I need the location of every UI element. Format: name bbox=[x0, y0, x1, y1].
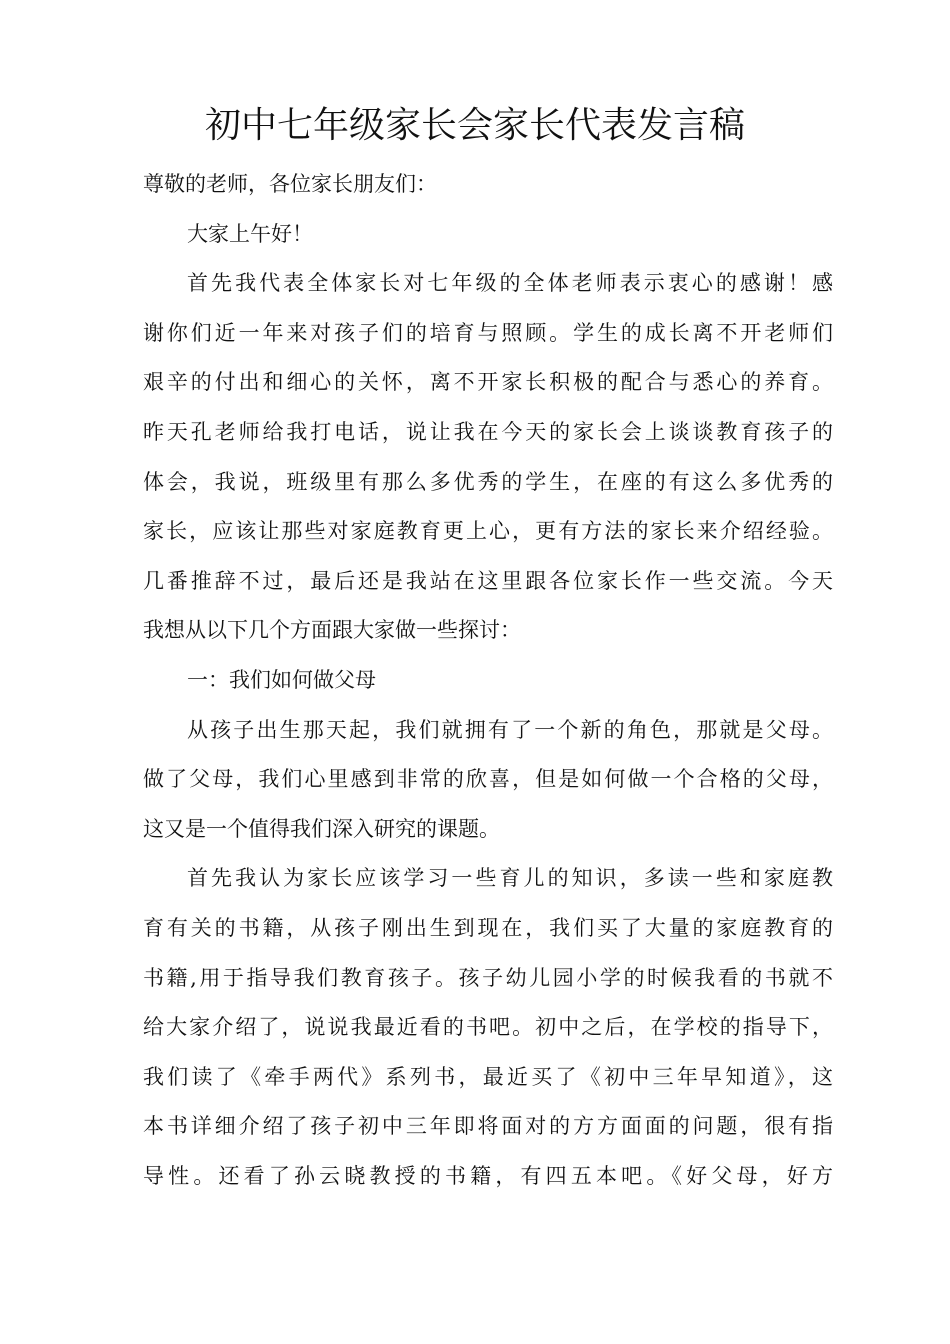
text-line: 导性。还看了孙云晓教授的书籍，有四五本吧。《好父母，好方 bbox=[143, 1163, 833, 1188]
text-line: 育有关的书籍，从孩子刚出生到现在，我们买了大量的家庭教育的 bbox=[143, 915, 833, 940]
text-line: 首先我代表全体家长对七年级的全体老师表示衷心的感谢！感 bbox=[187, 271, 833, 296]
text-line: 首先我认为家长应该学习一些育儿的知识，多读一些和家庭教 bbox=[187, 866, 833, 891]
document-body bbox=[143, 160, 833, 1201]
text-line: 家长，应该让那些对家庭教育更上心，更有方法的家长来介绍经验。 bbox=[143, 519, 833, 544]
text-line: 昨天孔老师给我打电话，说让我在今天的家长会上谈谈教育孩子的 bbox=[143, 419, 833, 444]
text-line: 从孩子出生那天起，我们就拥有了一个新的角色，那就是父母。 bbox=[187, 717, 833, 742]
text-line: 我想从以下几个方面跟大家做一些探讨： bbox=[143, 618, 521, 643]
text-line: 做了父母，我们心里感到非常的欣喜，但是如何做一个合格的父母， bbox=[143, 767, 833, 792]
text-line: 谢你们近一年来对孩子们的培育与照顾。学生的成长离不开老师们 bbox=[143, 320, 833, 345]
text-line: 尊敬的老师，各位家长朋友们： bbox=[143, 172, 437, 196]
text-line: 书籍,用于指导我们教育孩子。孩子幼儿园小学的时候我看的书就不 bbox=[143, 965, 833, 990]
text-line: 这又是一个值得我们深入研究的课题。 bbox=[143, 816, 500, 841]
text-line: 几番推辞不过，最后还是我站在这里跟各位家长作一些交流。今天 bbox=[143, 568, 833, 593]
document-title: 初中七年级家长会家长代表发言稿 bbox=[204, 105, 745, 146]
text-line: 体会，我说，班级里有那么多优秀的学生，在座的有这么多优秀的 bbox=[143, 469, 833, 494]
text-line: 我们读了《牵手两代》系列书，最近买了《初中三年早知道》，这 bbox=[143, 1064, 833, 1089]
text-line: 给大家介绍了，说说我最近看的书吧。初中之后，在学校的指导下， bbox=[143, 1015, 833, 1040]
text-line: 本书详细介绍了孩子初中三年即将面对的方方面面的问题，很有指 bbox=[143, 1114, 833, 1139]
text-line: 艰辛的付出和细心的关怀，离不开家长积极的配合与悉心的养育。 bbox=[143, 370, 833, 395]
text-line: 一：我们如何做父母 bbox=[187, 667, 376, 692]
text-line: 大家上午好！ bbox=[187, 221, 313, 246]
